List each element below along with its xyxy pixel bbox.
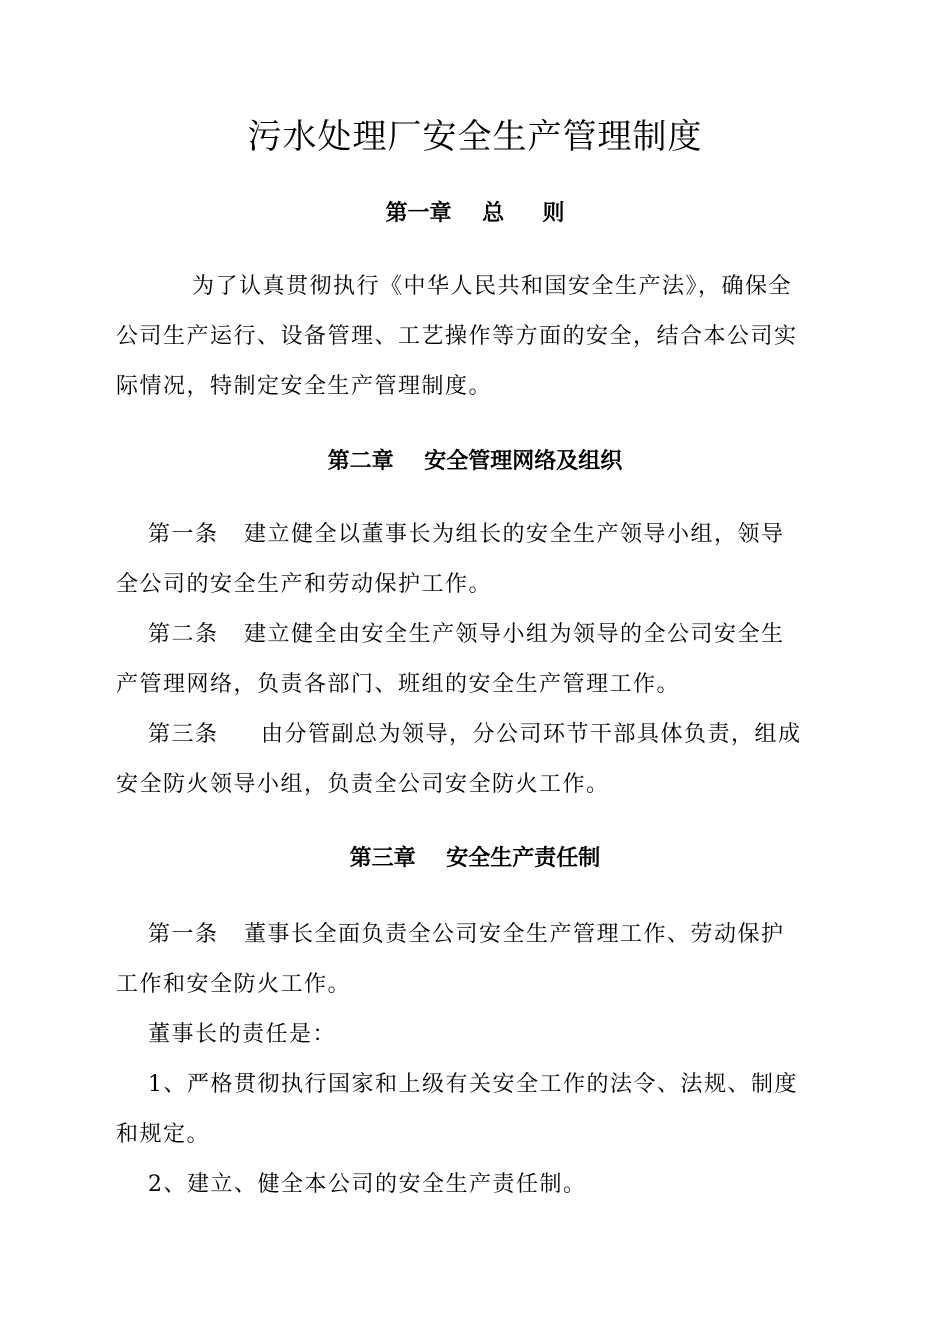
chapter-2-article-2 — [116, 610, 836, 710]
paragraph-line: 2、建立、健全本公司的安全生产责任制。 — [148, 1172, 587, 1197]
paragraph-line: 际情况，特制定安全生产管理制度。 — [116, 374, 493, 399]
paragraph-line: 产管理网络，负责各部门、班组的安全生产管理工作。 — [116, 672, 681, 697]
chapter-1-heading: 第一章 总 则 — [385, 200, 565, 226]
duty-item-1 — [116, 1060, 836, 1160]
paragraph-line: 公司生产运行、设备管理、工艺操作等方面的安全，结合本公司实 — [116, 324, 798, 349]
chairman-duties-intro — [116, 1010, 836, 1060]
paragraph-line: 全公司的安全生产和劳动保护工作。 — [116, 572, 493, 597]
chapter-2-heading: 第二章 安全管理网络及组织 — [327, 448, 623, 474]
paragraph-line: 第二条 建立健全由安全生产领导小组为领导的全公司安全生 — [148, 622, 785, 647]
paragraph-line: 董事长的责任是： — [148, 1022, 337, 1047]
paragraph-line: 第一条 董事长全面负责全公司安全生产管理工作、劳动保护 — [148, 922, 785, 947]
chapter-1-paragraph — [116, 262, 836, 412]
paragraph-line: 第一条 建立健全以董事长为组长的安全生产领导小组，领导 — [148, 522, 785, 547]
paragraph-line: 第三条 由分管副总为领导，分公司环节干部具体负责，组成 — [148, 722, 802, 747]
chapter-2-article-1 — [116, 510, 836, 610]
chapter-2-article-3 — [116, 710, 836, 810]
document-title: 污水处理厂安全生产管理制度 — [247, 117, 703, 157]
paragraph-line: 1、严格贯彻执行国家和上级有关安全工作的法令、法规、制度 — [148, 1072, 798, 1097]
chapter-3-article-1 — [116, 910, 836, 1010]
duty-item-2 — [116, 1160, 836, 1210]
paragraph-line: 和规定。 — [116, 1122, 211, 1147]
paragraph-line: 安全防火领导小组，负责全公司安全防火工作。 — [116, 772, 610, 797]
paragraph-line: 工作和安全防火工作。 — [116, 972, 352, 997]
chapter-3-heading: 第三章 安全生产责任制 — [349, 845, 601, 871]
paragraph-line: 为了认真贯彻执行《中华人民共和国安全生产法》，确保全 — [192, 274, 793, 299]
